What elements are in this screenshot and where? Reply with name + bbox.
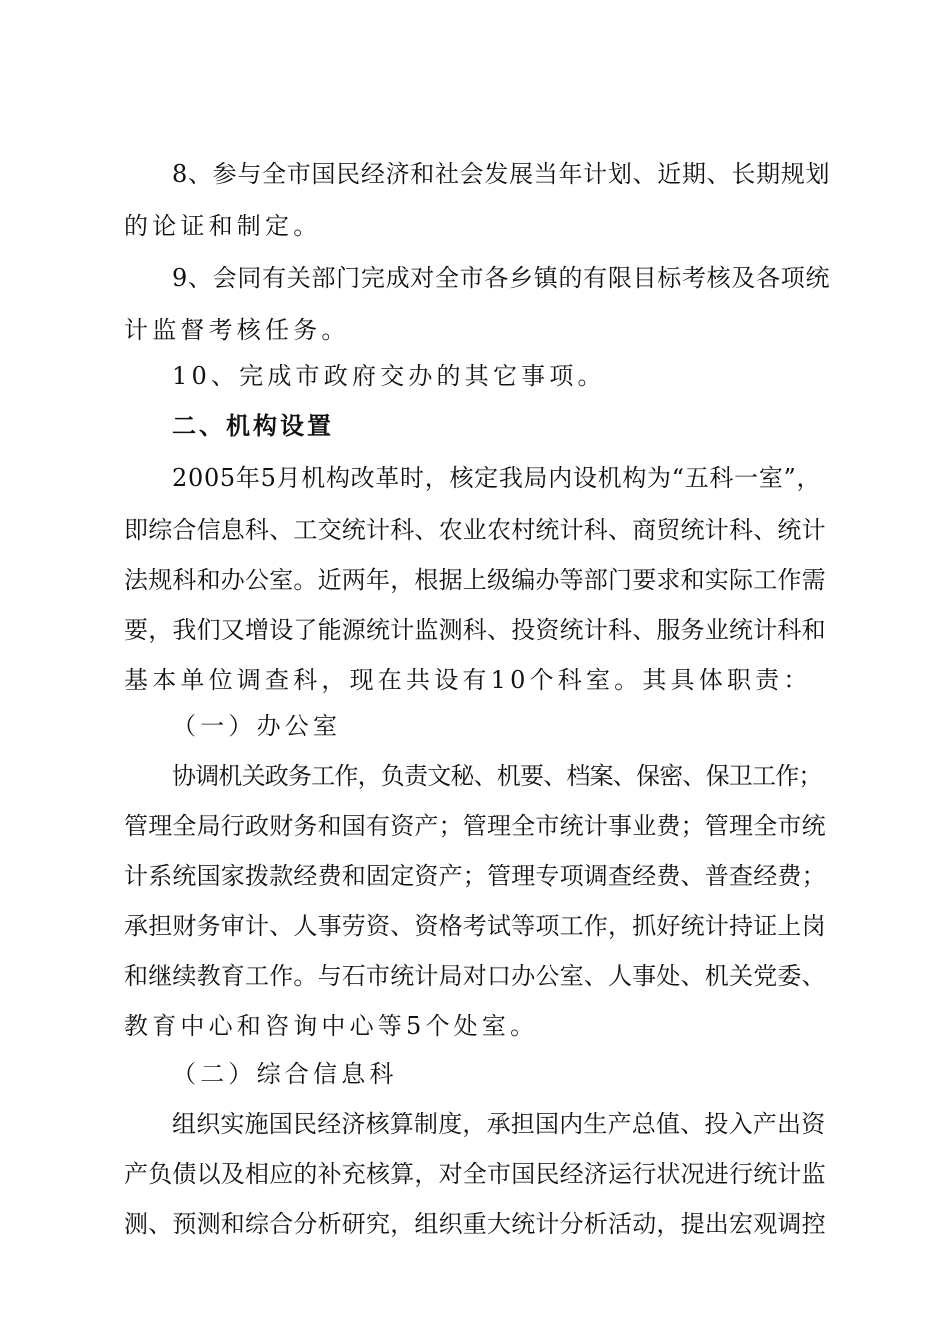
paragraph-line: 协调机关政务工作，负责文秘、机要、档案、保密、保卫工作； (172, 762, 822, 790)
paragraph-line: 和继续教育工作。与石市统计局对口办公室、人事处、机关党委、 (124, 962, 826, 990)
subsection-heading-office: （一）办公室 (172, 712, 342, 740)
item-9-line-2: 计监督考核任务。 (124, 316, 350, 344)
paragraph-line: 即综合信息科、工交统计科、农业农村统计科、商贸统计科、统计 (124, 516, 826, 544)
item-9-line-1: 9、会同有关部门完成对全市各乡镇的有限目标考核及各项统 (172, 264, 831, 292)
paragraph-line: 组织实施国民经济核算制度，承担国内生产总值、投入产出资 (172, 1110, 826, 1138)
section-heading: 二、机构设置 (172, 412, 334, 440)
item-8-line-1: 8、参与全市国民经济和社会发展当年计划、近期、长期规划 (172, 160, 831, 188)
paragraph-line: 教育中心和咨询中心等5个处室。 (124, 1012, 539, 1040)
paragraph-line: 管理全局行政财务和国有资产；管理全市统计事业费；管理全市统 (124, 812, 826, 840)
item-8-line-2: 的论证和制定。 (124, 212, 322, 240)
paragraph-line: 2005年5月机构改革时，核定我局内设机构为“五科一室”， (172, 464, 822, 492)
item-10-line: 10、完成市政府交办的其它事项。 (172, 362, 606, 390)
subsection-heading-info: （二）综合信息科 (172, 1060, 398, 1088)
paragraph-line: 计系统国家拨款经费和固定资产；管理专项调查经费、普查经费； (124, 862, 826, 890)
paragraph-line: 基本单位调查科，现在共设有10个科室。其具体职责： (124, 666, 812, 694)
paragraph-line: 法规科和办公室。近两年，根据上级编办等部门要求和实际工作需 (124, 566, 826, 594)
paragraph-line: 测、预测和综合分析研究，组织重大统计分析活动，提出宏观调控 (124, 1210, 826, 1238)
paragraph-line: 要，我们又增设了能源统计监测科、投资统计科、服务业统计科和 (124, 616, 826, 644)
paragraph-line: 承担财务审计、人事劳资、资格考试等项工作，抓好统计持证上岗 (124, 912, 826, 940)
paragraph-line: 产负债以及相应的补充核算，对全市国民经济运行状况进行统计监 (124, 1160, 826, 1188)
